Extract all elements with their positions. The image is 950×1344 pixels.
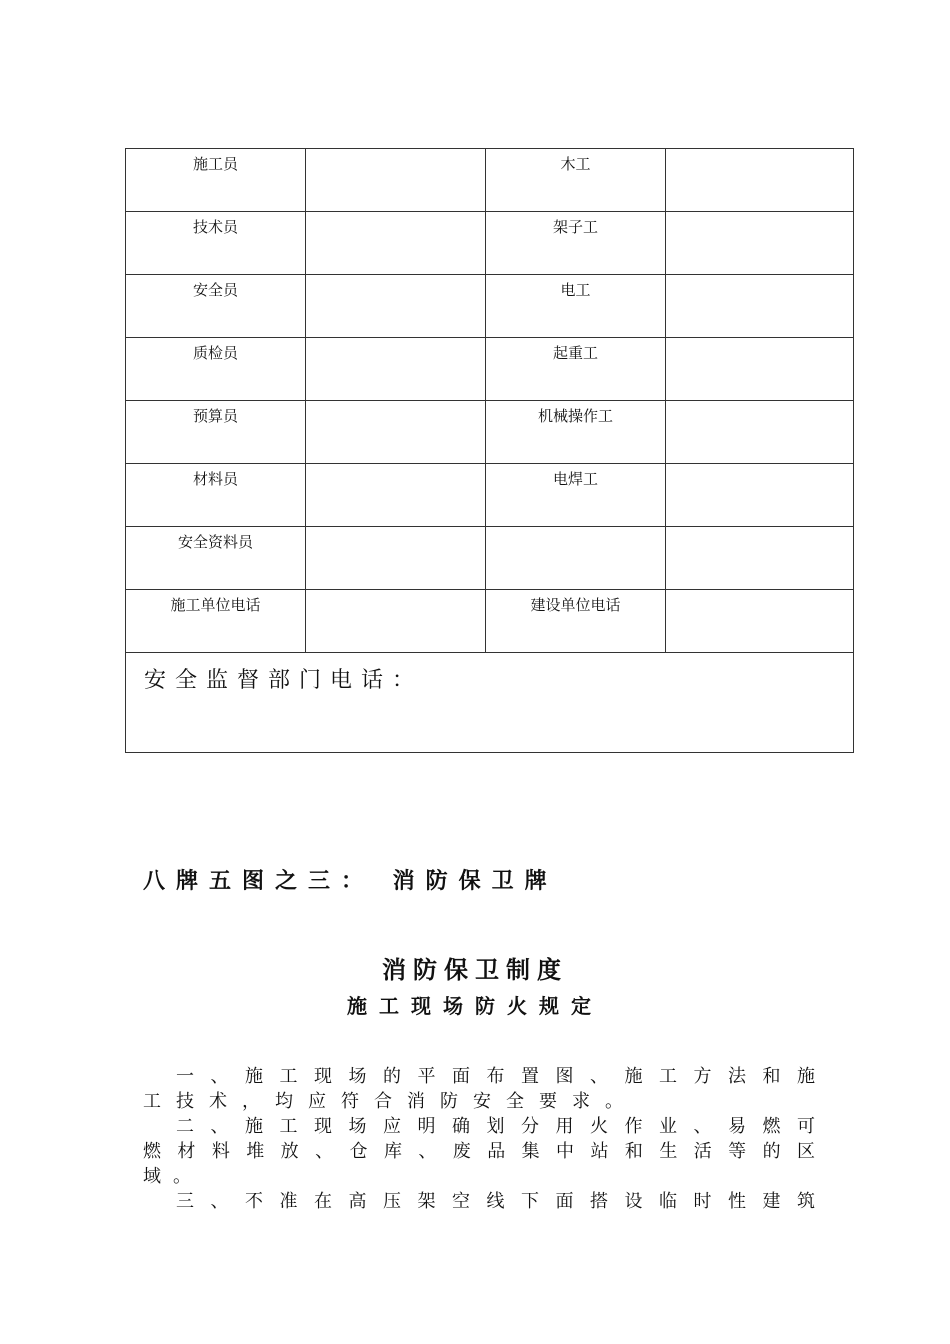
role-label-cell: 机械操作工 <box>486 401 666 464</box>
body-line: 三、不准在高压架空线下面搭设临时性建筑 <box>176 1191 815 1212</box>
role-label-cell: 架子工 <box>486 212 666 275</box>
name-value-cell <box>666 149 854 212</box>
name-value-cell <box>666 338 854 401</box>
role-label-cell: 预算员 <box>126 401 306 464</box>
name-value-cell <box>306 149 486 212</box>
table-row <box>126 464 854 527</box>
name-value-cell <box>306 275 486 338</box>
body-line: 工技术，均应符合消防安全要求。 <box>143 1091 623 1112</box>
role-label-cell: 材料员 <box>126 464 306 527</box>
name-value-cell <box>666 527 854 590</box>
role-label-cell: 电焊工 <box>486 464 666 527</box>
table-row <box>126 149 854 212</box>
staff-table-body <box>126 149 854 653</box>
role-label-cell: 起重工 <box>486 338 666 401</box>
role-label-cell <box>486 527 666 590</box>
name-value-cell <box>666 464 854 527</box>
name-value-cell <box>666 275 854 338</box>
role-label-cell: 施工单位电话 <box>126 590 306 653</box>
table-row <box>126 590 854 653</box>
role-label-cell: 木工 <box>486 149 666 212</box>
section-heading: 八牌五图之三： 消防保卫牌 <box>143 868 558 894</box>
table-row <box>126 338 854 401</box>
role-label-cell: 电工 <box>486 275 666 338</box>
staff-contact-table <box>125 148 854 753</box>
name-value-cell <box>306 212 486 275</box>
name-value-cell <box>666 212 854 275</box>
role-label-cell: 安全员 <box>126 275 306 338</box>
name-value-cell <box>306 401 486 464</box>
body-line: 域。 <box>143 1166 203 1187</box>
role-label-cell: 技术员 <box>126 212 306 275</box>
document-title: 消防保卫制度 <box>382 955 568 984</box>
table-row <box>126 401 854 464</box>
name-value-cell <box>666 401 854 464</box>
name-value-cell <box>666 590 854 653</box>
role-label-cell: 质检员 <box>126 338 306 401</box>
role-label-cell: 安全资料员 <box>126 527 306 590</box>
body-line: 燃材料堆放、仓库、废品集中站和生活等的区 <box>143 1141 815 1162</box>
role-label-cell: 建设单位电话 <box>486 590 666 653</box>
name-value-cell <box>306 338 486 401</box>
supervision-phone-label: 安全监督部门电话： <box>126 653 854 753</box>
role-label-cell: 施工员 <box>126 149 306 212</box>
document-subtitle: 施工现场防火规定 <box>347 994 603 1018</box>
name-value-cell <box>306 464 486 527</box>
table-row <box>126 527 854 590</box>
table-row <box>126 212 854 275</box>
name-value-cell <box>306 527 486 590</box>
body-line: 二、施工现场应明确划分用火作业、易燃可 <box>176 1116 815 1137</box>
supervision-phone-row <box>126 653 854 753</box>
table-row <box>126 275 854 338</box>
name-value-cell <box>306 590 486 653</box>
body-line: 一、施工现场的平面布置图、施工方法和施 <box>176 1066 815 1087</box>
